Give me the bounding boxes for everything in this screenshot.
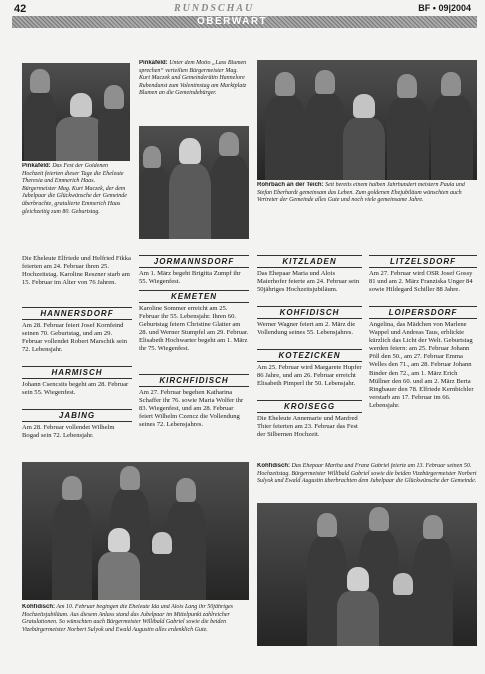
text-harmisch: Johann Csencsits begeht am 28. Februar sein 55. Wiegenfest.: [22, 381, 129, 397]
heading-kitzladen: KITZLADEN: [257, 255, 362, 268]
issue-label: BF • 09|2004: [418, 3, 471, 13]
page-number: 42: [14, 3, 27, 15]
column-3: [257, 255, 362, 448]
heading-hannersdorf: HANNERSDORF: [22, 307, 132, 320]
text-jormannsdorf: Am 1. März begeht Brigitta Zumpf ihr 55. Wiegenfest.: [139, 270, 241, 286]
text-kotezicken: Am 25. Februar wird Margarete Hupfer 86 Jahre, und am 26. Februar erreicht Elisabeth Pimperl ihr 50. Lebensjahr.: [257, 364, 362, 388]
magazine-title: RUNDSCHAU: [174, 3, 255, 14]
heading-kirchfidisch: KIRCHFIDISCH: [139, 374, 249, 387]
photo-kohfidisch-gabriel: [257, 503, 477, 646]
heading-kohfidisch: KOHFIDISCH: [257, 306, 362, 319]
heading-litzelsdorf: LITZELSDORF: [369, 255, 477, 268]
caption-pinkafeld-couple: Pinkafeld: Das Fest der Goldenen Hochzeit feierten dieser Tage die Eheleute Theresia und Emmerich Haas. Bürgermeister Mag. Kurt Maczek, der dem Jubelpaar die Glückwünsche der Gemeinde überbrachte, gratulierte Emmerich Haas gleichzeitig zum 80. Geburtstag.: [22, 163, 127, 215]
heading-kroisegg: KROISEGG: [257, 400, 362, 413]
section-title: OBERWART: [197, 16, 268, 27]
text-kroisegg: Die Eheleute Annemarie und Manfred Thier feierten am 23. Februar das Fest der Silbernen Hochzeit.: [257, 415, 358, 439]
heading-kotezicken: KOTEZICKEN: [257, 349, 362, 362]
text-kirchfidisch: Am 27. Februar begehen Katharina Schaffer ihr 76. sowie Maria Wolfer ihr 83. Wiegenfest, und am 28. Februar feiert Wilhelm Czencz die Vollendung seines 72. Lebensjahres.: [139, 389, 244, 429]
text-loipersdorf: Angelina, das Mädchen von Marlene Wappel und Andreas Taus, erblickte kürzlich das Licht der Welt. Geburtstag werden feiern: am 25. Februar Johann Pöll den 50., am 27. Februar Emma Welles den 71., am 28. Februar Johann Binder den 72., am 1. März Erich Müllner den 60. und am 2. März Berta Ringbauer den 78. Elfriede Kernbichler verstarb am 17. Februar im 66. Lebensjahr.: [369, 321, 474, 409]
caption-kohfidisch-lang: Kohfidisch: Am 10. Februar begingen die Eheleute Ida und Alois Lang ihr 50jähriges Hochzeitsjubiläum. Aus diesem Anlass stand das Jubelpaar im Mittelpunkt zahlreicher Gratulationen. So wünschten auch Bürgermeister Willibald Gabriel sowie die beiden Vizebürgermeister Norbert Sulyok und Ewald Augustin alles erdenklich Gute.: [22, 604, 233, 633]
text-jabing: Am 28. Februar vollendet Wilhelm Bogad sein 72. Lebensjahr.: [22, 424, 115, 440]
photo-pinkafeld-couple: [22, 63, 130, 161]
text-litzelsdorf: Am 27. Februar wird OSR Josef Gossy 81 und am 2. März Franziska Unger 84 sowie Hildegard Schiller 88 Jahre.: [369, 270, 473, 294]
column-1: [22, 255, 132, 449]
heading-jormannsdorf: JORMANNSDORF: [139, 255, 249, 268]
heading-jabing: JABING: [22, 409, 132, 422]
caption-rohrbach: Rohrbach an der Teich: Seit bereits einem halben Jahrhundert meistern Paula und Stefan Eberhardt gemeinsam das Leben. Zum goldenen Ehejubiläum wünschten auch Vertreter der Gemeinde alles Gute und noch viele gemeinsame Jahre.: [257, 182, 465, 204]
text-kemeten: Karoline Sommer erreicht am 25. Februar ihr 55. Lebensjahr. Ihren 60. Geburtstag feiern Christine Glatter am 28. und Werner Stumpfel am 29. Februar. Elisabeth Hochwarter begeht am 1. März ihr 75. Wiegenfest.: [139, 305, 249, 353]
heading-harmisch: HARMISCH: [22, 366, 132, 379]
text-kohfidisch: Werner Wagner feiert am 2. März die Vollendung seines 55. Lebensjahres.: [257, 321, 356, 337]
photo-pinkafeld-valentine: [139, 126, 249, 239]
caption-pinkafeld-valentine: Pinkafeld: Unter dem Motto „Lass Blumen sprechen“ verteilten Bürgermeister Mag. Kurt Maczek und Gemeinderätin Hannelore Rubendunst zum Valentinstag am Marktplatz Blumen an die Gemeindebürger.: [139, 60, 247, 97]
column-4: [369, 255, 477, 436]
text-kitzladen: Das Ehepaar Maria und Alois Maierhofer feierte am 24. Februar sein 50jähriges Hochzeitsjubiläum.: [257, 270, 360, 294]
heading-loipersdorf: LOIPERSDORF: [369, 306, 477, 319]
caption-kohfidisch-gabriel: Kohfidisch: Das Ehepaar Martha und Franz Gabriel feierte am 13. Februar seinen 50. Hochzeitstag. Bürgermeister Willibald Gabriel sowie die beiden Vizebürgermeister Norbert Sulyok und Ewald Augustin überbrachten dem Jubelpaar die Glückwünsche der Gemeinde.: [257, 463, 477, 485]
photo-rohrbach: [257, 60, 477, 180]
section-banner: [12, 16, 477, 28]
text-hannersdorf: Am 28. Februar feiert Josef Kornfeind seinen 70. Geburtstag, und am 29. Februar vollendet Robert Marschik sein 72. Lebensjahr.: [22, 322, 128, 354]
intro-text: Die Eheleute Elfriede und Helfried Fikka feierten am 24. Februar ihren 25. Hochzeitstag. Karoline Reszner starb am 15. Februar im Alter von 76 Jahren.: [22, 255, 131, 287]
photo-kohfidisch-lang: [22, 462, 249, 600]
heading-kemeten: KEMETEN: [139, 290, 249, 303]
column-2: [139, 255, 249, 455]
